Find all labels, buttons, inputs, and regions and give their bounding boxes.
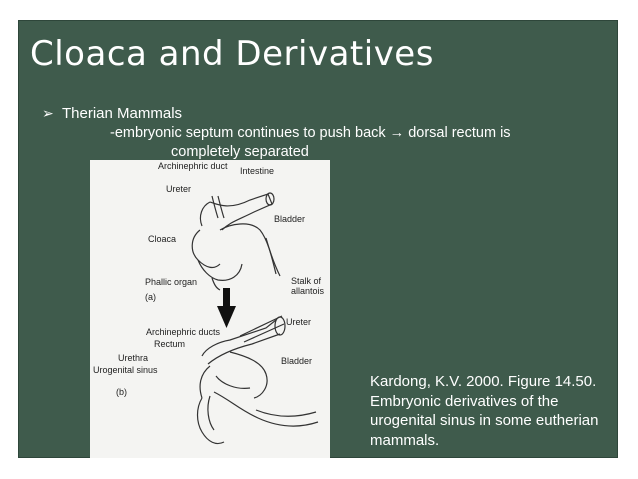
panel-a-drawing [192, 193, 280, 290]
label-phallic-organ: Phallic organ [145, 277, 198, 287]
label-bladder-bottom: Bladder [281, 356, 313, 366]
label-panel-a: (a) [145, 292, 156, 302]
label-ureter-top: Ureter [166, 184, 192, 194]
sub-bullet-line-1: -embryonic septum continues to push back → dorsal rectum is [110, 125, 511, 141]
slide-title: Cloaca and Derivatives [30, 34, 434, 74]
figure-caption: Kardong, K.V. 2000. Figure 14.50. Embryonic derivatives of the urogenital sinus in some eutherian mammals. [370, 373, 599, 449]
embryo-figure [90, 160, 330, 458]
label-urethra: Urethra [118, 353, 149, 363]
arrow-bullet-icon: ➢ [42, 105, 54, 121]
sub-bullet-line-2: completely separated [171, 144, 309, 160]
label-stalk: Stalk of [291, 276, 322, 286]
embryo-drawing [90, 160, 330, 458]
label-archinephric-ducts: Archinephric ducts [146, 327, 221, 337]
label-rectum: Rectum [154, 339, 186, 349]
arrow-shaft [223, 288, 230, 308]
label-panel-b: (b) [116, 387, 127, 397]
label-cloaca: Cloaca [148, 234, 177, 244]
bullet-item [42, 105, 183, 122]
label-urogenital-sinus: Urogenital sinus [93, 365, 158, 375]
label-ureter-bottom: Ureter [286, 317, 312, 327]
bullet-text: Therian Mammals [62, 105, 183, 122]
label-archinephric-duct: Archinephric duct [158, 161, 228, 171]
arrow-head-icon [217, 306, 236, 328]
label-intestine: Intestine [240, 166, 275, 176]
label-bladder-top: Bladder [274, 214, 306, 224]
label-allantois: allantois [291, 286, 325, 296]
